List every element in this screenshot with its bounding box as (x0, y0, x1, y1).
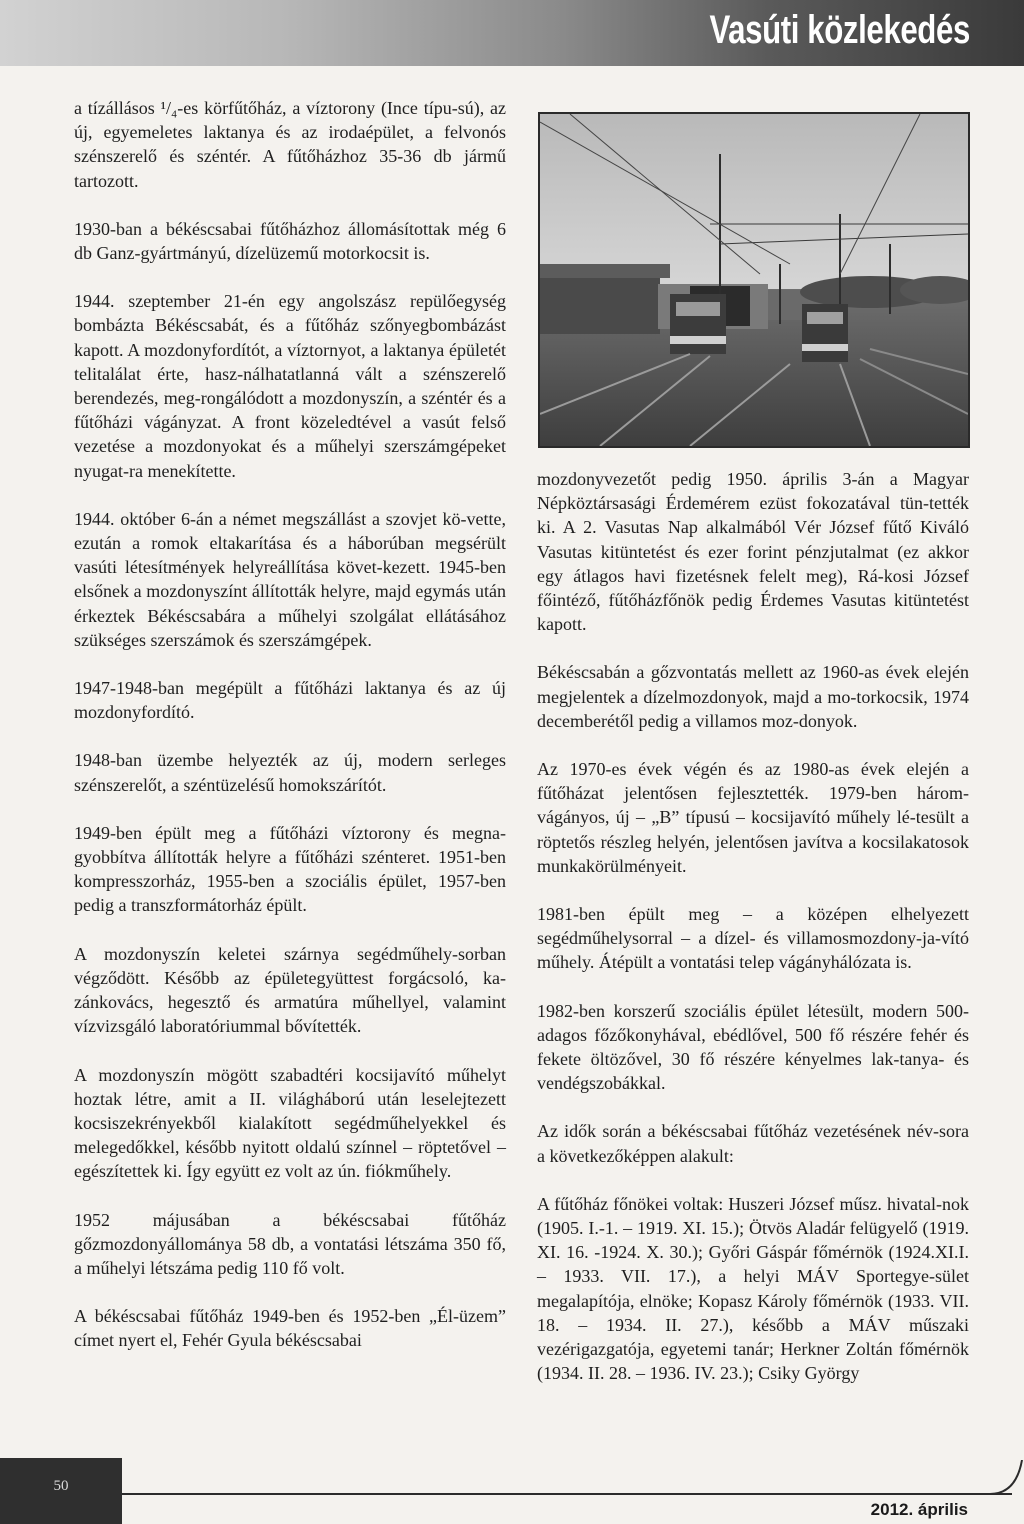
paragraph: A mozdonyszín mögött szabadtéri kocsijavító műhelyt hoztak létre, amit a II. világháború után leselejtezett kocsiszekrényekből kialakított segédműhelyekkel és melegedőkkel, később nyitott oldalú színnel – röptetővel – egészítettek ki. Így együtt ez volt az ún. fiókműhely. (74, 1064, 506, 1182)
paragraph: 1947-1948-ban megépült a fűtőházi laktanya és az új mozdonyfordító. (74, 678, 506, 723)
paragraph: Békéscsabán a gőzvontatás mellett az 1960-as évek elején megjelentek a dízelmozdonyok, majd a mo-torkocsik, 1974 decemberétől pedig a villamos moz-donyok. (537, 662, 969, 731)
footer-curve (990, 1460, 1024, 1496)
paragraph: A fűtőház főnökei voltak: Huszeri József műsz. hivatal-nok (1905. I.-1. – 1919. XI. 15.); Ötvös Aladár felügyelő (1919. XI. 16. -1924. X. 30.); Győri Gáspár főmérnök (1924.XI.I. – 1933. VII. 17.), a helyi MÁV Sportegye-sület megalapítója, elnöke; Kopasz Károly főmérnök (1933. VII. 18. – 1934. II. 27.), később a MÁV műszaki vezérigazgatója, egyetemi tanár; Herkner Zoltán főmérnök (1934. II. 28. – 1936. IV. 23.); Csiky György (537, 1193, 969, 1384)
paragraph: A békéscsabai fűtőház 1949-ben és 1952-ben „Él-üzem” címet nyert el, Fehér Gyula békéscsabai (74, 1306, 506, 1351)
paragraph: 1930-ban a békéscsabai fűtőházhoz állomásítottak még 6 db Ganz-gyártmányú, dízelüzemű motorkocsit is. (74, 218, 506, 264)
paragraph: 1944. szeptember 21-én egy angolszász repülőegység bombázta Békéscsabát, és a fűtőház szőnyegbombázást kapott. A mozdonyfordítót, a víztornyot, a laktanya épületét telitalálat érte, hasz-nálhatatlanná vált a szénszerelő berendezés, meg-rongálódott a mozdonyszín, a széntér és a fűtőházi vágányzat. A front közeledtével a vasút felső vezetése a mozdonyokat és a műhelyi szerszámgépeket nyugat-ra menekítette. (74, 291, 506, 481)
left-text-column (74, 96, 506, 1377)
header-band (0, 0, 1024, 66)
issue-date: 2012. április (870, 1500, 968, 1519)
locomotive-depot-photo (538, 112, 970, 448)
paragraph: 1948-ban üzembe helyezték az új, modern serleges szénszerelőt, a széntüzelésű homokszárítót. (74, 750, 506, 795)
paragraph: 1952 májusában a békéscsabai fűtőház gőzmozdonyállománya 58 db, a vontatási létszáma 350 fő, a műhelyi létszáma pedig 110 fő volt. (74, 1209, 506, 1278)
paragraph: a tízállásos ¹/₄-es körfűtőház, a víztorony (Ince típu-sú), az új, egyemeletes laktanya és az irodaépület, a felvonós szénszerelő és széntér. A fűtőházhoz 35-36 db jármű tartozott. (74, 98, 506, 191)
paragraph: Az idők során a békéscsabai fűtőház vezetésének név-sora a következőképpen alakult: (537, 1121, 969, 1166)
footer-rule (122, 1493, 1012, 1495)
page-number-box (0, 1458, 122, 1524)
section-title: Vasúti közlekedés (709, 8, 970, 52)
paragraph: 1981-ben épült meg – a középen elhelyezett segédműhelysorral – a dízel- és villamosmozdony-ja-vító műhely. Átépült a vontatási telep vágányhálózata is. (537, 904, 969, 973)
right-text-column (537, 467, 969, 1410)
paragraph: 1982-ben korszerű szociális épület létesült, modern 500-adagos főzőkonyhával, ebédlővel, 500 fő részére fehér és fekete öltözővel, 30 fő részére kényelmes lak-tanya- és vendégszobákkal. (537, 1000, 969, 1094)
paragraph: Az 1970-es évek végén és az 1980-as évek elején a fűtőházat jelentősen fejlesztették. 1979-ben három-vágányos, új – „B” típusú – kocsijavító műhely lé-tesült a röptetős részleg helyén, jelentősen javítva a kocsilakatosok munkakörülményeit. (537, 759, 969, 876)
paragraph: mozdonyvezetőt pedig 1950. április 3-án a Magyar Népköztársasági Érdemérem ezüst fokozatával tün-tették ki. A 2. Vasutas Nap alkalmából Vér József fűtő Kiváló Vasutas kitüntetést és ezer forint pénzjutalmat (ez akkor egy átlagos havi fizetésnek felelt meg), Rá-kosi József főintéző, fűtőházfőnök pedig Érdemes Vasutas kitüntetést kapott. (537, 469, 969, 635)
paragraph: 1944. október 6-án a német megszállást a szovjet kö-vette, ezután a romok eltakarítása és a háborúban megsérült vasúti létesítmények helyreállítása követ-kezett. 1945-ben elsőnek a mozdonyszínt állították helyre, majd egymás után érkeztek Békéscsabára a műhelyi szolgálat ellátásához szükséges szerszámok és szerszámgépek. (74, 508, 506, 650)
paragraph: A mozdonyszín keletei szárnya segédműhely-sorban végződött. Később az épületegyüttest forgácsoló, ka-zánkovács, hegesztő és armatúra műhellyel, valamint vízvizsgáló laboratóriummal bővítették. (74, 943, 506, 1037)
page-number: 50 (53, 1478, 69, 1494)
paragraph: 1949-ben épült meg a fűtőházi víztorony és megna-gyobbítva állították helyre a fűtőházi szénteret. 1951-ben kompresszorház, 1955-ben a szociális épület, 1957-ben pedig a transzformátorház épült. (74, 822, 506, 916)
